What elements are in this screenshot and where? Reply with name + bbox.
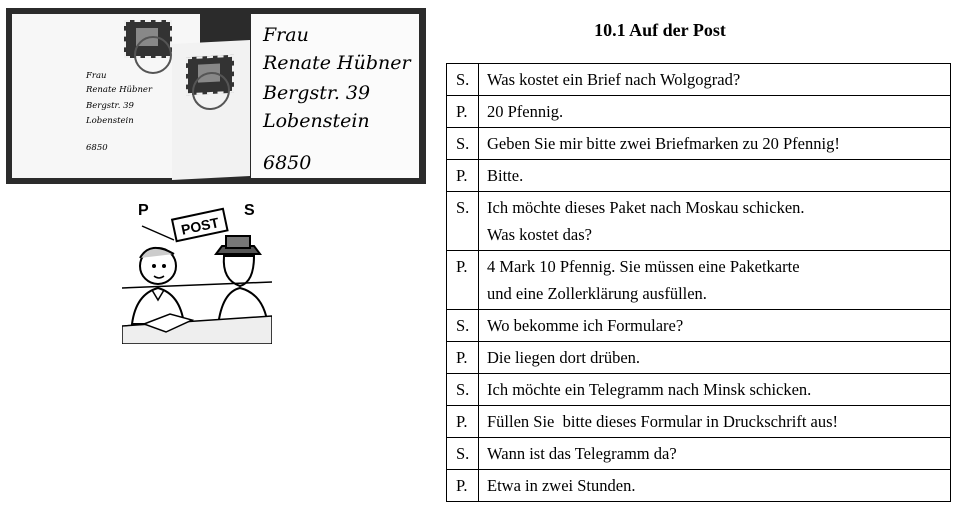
line-text: Füllen Sie bitte dieses Formular in Druckschrift aus! [487,412,839,431]
line-text: Etwa in zwei Stunden. [487,476,636,495]
speaker-cell: S. [447,374,479,406]
table-row [447,310,951,342]
line-text: und eine Zollerklärung ausfüllen. [487,284,707,303]
speaker-cell: S. [447,310,479,342]
envelope-middle [172,40,250,180]
line-cell [479,128,951,160]
line-text: 20 Pfennig. [487,102,564,121]
address-line: 6850 [86,143,108,153]
line-text: Ich möchte ein Telegramm nach Minsk schicken. [487,380,812,399]
address-line: 6850 [263,152,312,174]
speaker-cell: P. [447,470,479,502]
table-row [447,374,951,406]
address-line: Bergstr. 39 [263,82,371,104]
line-cell [479,438,951,470]
address-line: Lobenstein [86,116,134,126]
address-line: Renate Hübner [86,85,153,95]
speaker-cell: P. [447,251,479,310]
speaker-cell: P. [447,96,479,128]
line-text: Was kostet das? [487,225,592,244]
speaker-cell: S. [447,128,479,160]
table-row [447,470,951,502]
line-cell [479,192,951,251]
table-row [447,438,951,470]
table-row [447,64,951,96]
speaker-s-label: S [244,202,255,219]
table-row [447,128,951,160]
line-cell [479,310,951,342]
speaker-cell: P. [447,160,479,192]
table-row [447,251,951,310]
postmark-icon [134,36,172,74]
post-office-cartoon [122,196,272,344]
envelopes-illustration [6,8,426,184]
line-cell [479,406,951,438]
table-row [447,406,951,438]
page-title: 10.1 Auf der Post [594,20,726,40]
address-line: Renate Hübner [263,52,411,74]
line-text: Was kostet ein Brief nach Wolgograd? [487,70,741,89]
address-line: Frau [263,24,309,46]
line-cell [479,64,951,96]
table-row [447,192,951,251]
line-cell [479,342,951,374]
table-row [447,160,951,192]
speaker-cell: S. [447,192,479,251]
line-text: Ich möchte dieses Paket nach Moskau schicken. [487,198,805,217]
envelope-front [251,14,419,178]
line-cell [479,160,951,192]
speaker-cell: S. [447,64,479,96]
postmark-icon [192,71,230,111]
line-cell [479,96,951,128]
line-cell [479,374,951,406]
line-cell [479,470,951,502]
speaker-cell: P. [447,342,479,374]
post-sign-text: POST [179,214,221,238]
line-text: 4 Mark 10 Pfennig. Sie müssen eine Paketkarte [487,257,800,276]
table-row [447,96,951,128]
speaker-p-label: P [138,202,149,219]
line-text: Bitte. [487,166,524,185]
address-line: Lobenstein [263,110,370,132]
address-line: Bergstr. 39 [86,101,134,111]
address-line: Frau [86,71,107,81]
line-text: Wo bekomme ich Formulare? [487,316,684,335]
speaker-cell: S. [447,438,479,470]
speaker-cell: P. [447,406,479,438]
dialog-table [446,63,951,502]
line-text: Wann ist das Telegramm da? [487,444,677,463]
table-row [447,342,951,374]
line-text: Geben Sie mir bitte zwei Briefmarken zu 20 Pfennig! [487,134,840,153]
line-cell [479,251,951,310]
line-text: Die liegen dort drüben. [487,348,641,367]
